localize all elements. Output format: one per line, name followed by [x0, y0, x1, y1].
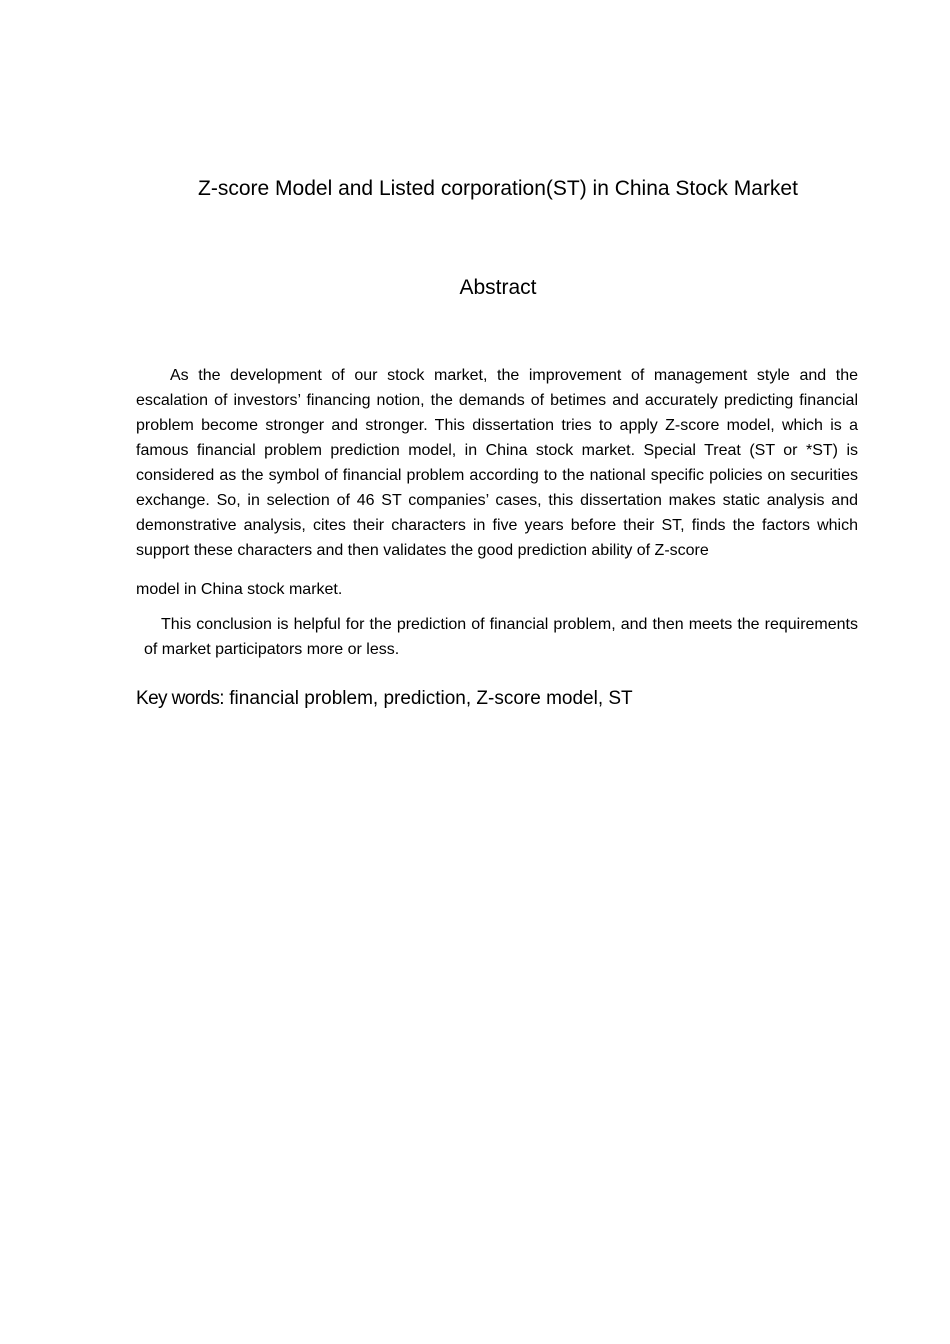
abstract-paragraph-2: This conclusion is helpful for the prediction of financial problem, and then meets the requirements of market participators more or less. [144, 616, 858, 658]
keywords-label: Key words: [136, 688, 224, 709]
keywords-text: financial problem, prediction, Z-score model, ST [223, 688, 633, 709]
abstract-paragraph-1: As the development of our stock market, the improvement of management style and the escalation of investors’ financing notion, the demands of betimes and accurately predicting financial problem become stronger and stronger. This dissertation tries to apply Z-score model, which is a famous financial problem prediction model, in China stock market. Special Treat (ST or *ST) is considered as the symbol of financial problem according to the national specific policies on securities exchange. So, in selection of 46 ST companies’ cases, this dissertation makes static analysis and demonstrative analysis, cites their characters in five years before their ST, finds the factors which support these characters and then validates the good prediction ability of Z-score [136, 367, 858, 559]
keywords-line [136, 685, 858, 713]
abstract-paragraph-1-tail: model in China stock market. [136, 581, 343, 598]
paper-title: Z-score Model and Listed corporation(ST) in China Stock Market [198, 177, 798, 200]
abstract-heading: Abstract [459, 276, 537, 299]
